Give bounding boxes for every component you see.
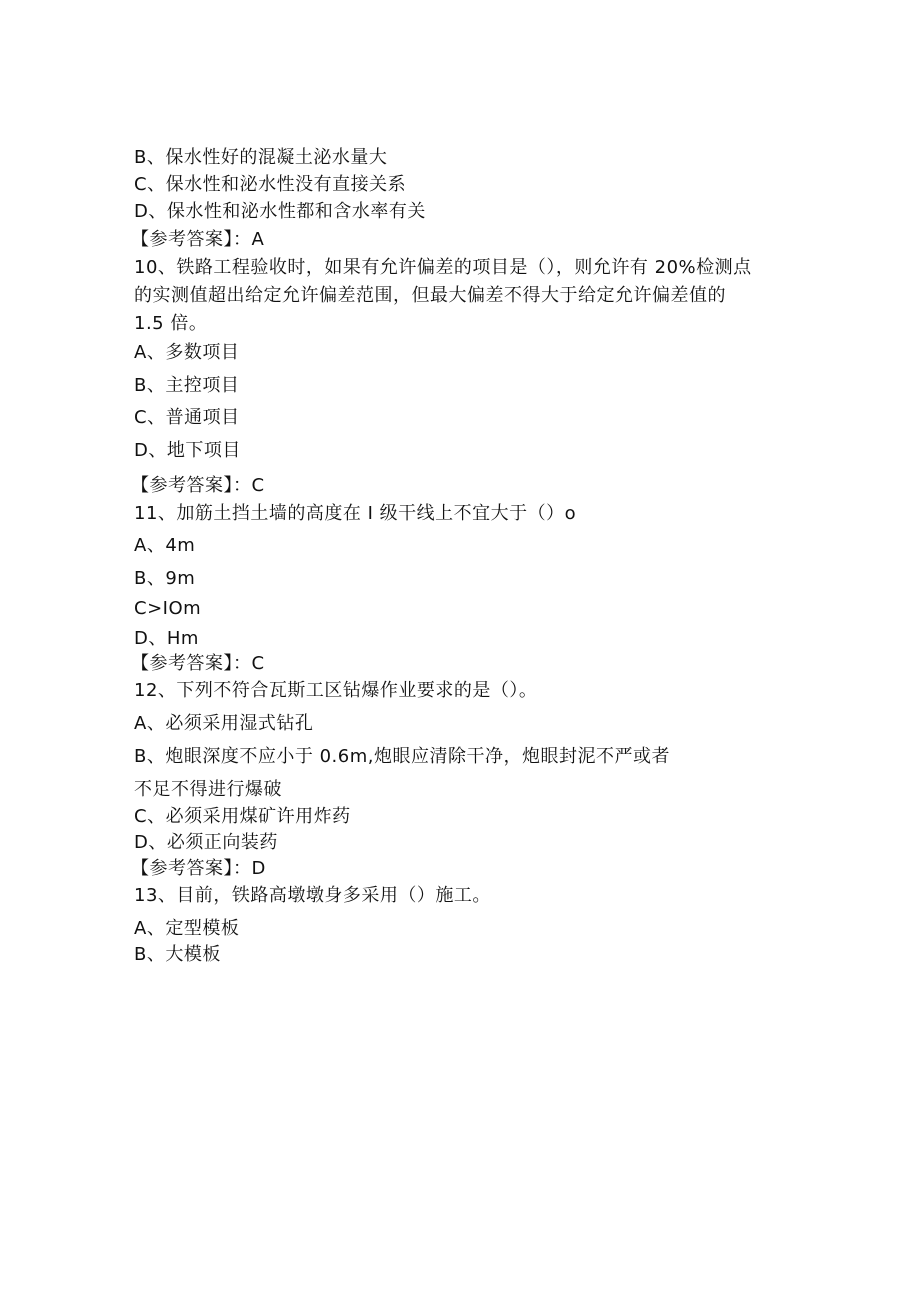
option-a-q10: A、多数项目 xyxy=(134,342,240,363)
answer-q9: 【参考答案】：A xyxy=(131,229,265,250)
option-d-q10: D、地下项目 xyxy=(134,440,241,461)
option-d-q12: D、必须正向装药 xyxy=(134,832,278,853)
option-b-q12-line-2: 不足不得进行爆破 xyxy=(134,779,282,800)
option-b-q10: B、主控项目 xyxy=(134,375,240,396)
question-10-line-1: 10、铁路工程验收时，如果有允许偏差的项目是（），则允许有 20%检测点 xyxy=(134,257,752,278)
answer-q12: 【参考答案】：D xyxy=(131,858,266,879)
option-b-q13: B、大模板 xyxy=(134,944,221,965)
answer-q10: 【参考答案】：C xyxy=(131,475,265,496)
question-12: 12、下列不符合瓦斯工区钻爆作业要求的是（）。 xyxy=(134,680,538,701)
option-d-q9: D、保水性和泌水性都和含水率有关 xyxy=(134,201,426,222)
question-13: 13、目前，铁路高墩墩身多采用（）施工。 xyxy=(134,885,491,906)
option-c-q10: C、普通项目 xyxy=(134,407,240,428)
question-10-line-3: 1.5 倍。 xyxy=(134,313,208,334)
option-c-q11: C>IOm xyxy=(134,598,202,619)
option-b-q11: B、9m xyxy=(134,568,196,589)
option-c-q12: C、必须采用煤矿许用炸药 xyxy=(134,806,351,827)
option-d-q11: D、Hm xyxy=(134,628,199,649)
option-a-q11: A、4m xyxy=(134,535,196,556)
question-11: 11、加筋土挡土墙的高度在 I 级干线上不宜大于（）o xyxy=(134,503,577,524)
option-b-q12-line-1: B、炮眼深度不应小于 0.6m,炮眼应清除干净，炮眼封泥不严或者 xyxy=(134,746,670,767)
option-a-q13: A、定型模板 xyxy=(134,918,240,939)
option-c-q9: C、保水性和泌水性没有直接关系 xyxy=(134,174,407,195)
answer-q11: 【参考答案】：C xyxy=(131,653,265,674)
question-10-line-2: 的实测值超出给定允许偏差范围，但最大偏差不得大于给定允许偏差值的 xyxy=(134,285,726,306)
option-a-q12: A、必须采用湿式钻孔 xyxy=(134,713,314,734)
option-b-q9: B、保水性好的混凝土泌水量大 xyxy=(134,147,388,168)
